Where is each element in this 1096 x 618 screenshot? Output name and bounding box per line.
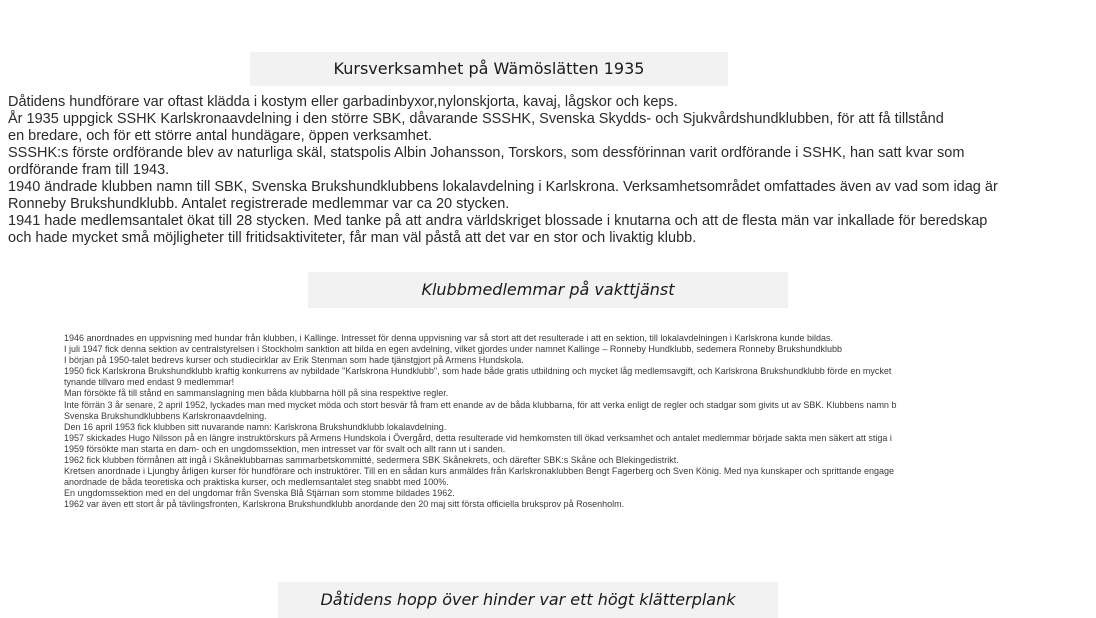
intro-text xyxy=(8,94,1096,247)
history-line: Man försökte få till stånd en sammanslagning men båda klubbarna höll på sina respektive regler. xyxy=(64,388,449,399)
history-line: 1962 var även ett stort år på tävlingsfronten, Karlskrona Brukshundklubb anordande den 20 maj sitt första officiella bruksprov på Rosenholm. xyxy=(64,499,625,510)
intro-line: 1940 ändrade klubben namn till SBK, Svenska Brukshundklubbens lokalavdelning i Karlskrona. Verksamhetsområdet omfattades även av vad som idag är xyxy=(8,179,998,195)
history-line: 1957 skickades Hugo Nilsson på en längre instruktörskurs på Armens Hundskola i Övergård, detta resulterade vid hemkomsten till ökad verksamhet och antalet medlemmar började sakta men säkert att stiga i xyxy=(64,432,892,443)
history-line: I juli 1947 fick denna sektion av centralstyrelsen i Stockholm sanktion att bilda en egen avdelning, vilket gjordes under namnet Kallinge – Ronneby Hundklubb, sedemera Ronneby Brukshundklubb xyxy=(64,344,842,355)
intro-line: och hade mycket små möjligheter till fritidsaktiviteter, får man väl påstå att det var en stor och livaktig klubb. xyxy=(8,230,697,246)
history-line: En ungdomssektion med en del ungdomar från Svenska Blå Stjärnan som stomme bildades 1962. xyxy=(64,488,455,499)
history-line: anordnade de båda teoretiska och praktiska kurser, och medlemsantalet steg snabbt med 100%. xyxy=(64,477,449,488)
caption-top: Kursverksamhet på Wämöslätten 1935 xyxy=(250,52,728,86)
history-line: 1946 anordnades en uppvisning med hundar från klubben, i Kallinge. Intresset för denna uppvisning var så stort att det resulterade i att en sektion, till lokalavdelningen i Karlskrona kunde bildas. xyxy=(64,333,833,343)
history-line: tynande tillvaro med endast 9 medlemmar! xyxy=(64,377,235,388)
history-text xyxy=(64,333,1096,511)
caption-bottom: Dåtidens hopp över hinder var ett högt klätterplank xyxy=(278,582,778,618)
intro-line: ordförande fram till 1943. xyxy=(8,162,170,178)
history-line: Den 16 april 1953 fick klubben sitt nuvarande namn: Karlskrona Brukshundklubb lokalavdelning. xyxy=(64,421,447,432)
caption-middle: Klubbmedlemmar på vakttjänst xyxy=(308,272,788,308)
history-line: I början på 1950-talet bedrevs kurser och studiecirklar av Erik Stenman som hade tjänstgjort på Armens Hundskola. xyxy=(64,355,524,366)
intro-line: Dåtidens hundförare var oftast klädda i kostym eller garbadinbyxor,nylonskjorta, kavaj, lågskor och keps. xyxy=(8,94,678,110)
intro-line: År 1935 uppgick SSHK Karlskronaavdelning i den större SBK, dåvarande SSSHK, Svenska Skydds- och Sjukvårdshundklubben, för att få tillstånd xyxy=(8,111,944,127)
history-line: Kretsen anordnade i Ljungby årligen kurser för hundförare och instruktörer. Till en en sådan kurs anmäldes från Karlskronaklubben Bengt Fagerberg och Sven König. Med nya kunskaper och sprittande engage xyxy=(64,466,894,477)
intro-line: 1941 hade medlemsantalet ökat till 28 stycken. Med tanke på att andra världskriget blossade i knutarna och att de flesta män var inkallade för beredskap xyxy=(8,213,988,229)
intro-line: SSSHK:s förste ordförande blev av naturliga skäl, statspolis Albin Johansson, Torskors, som dessförinnan varit ordförande i SSHK, han satt kvar som xyxy=(8,145,965,161)
intro-line: en bredare, och för ett större antal hundägare, öppen verksamhet. xyxy=(8,128,432,144)
history-line: Svenska Brukshundklubbens Karlskronaavdelning. xyxy=(64,410,267,421)
history-line: 1959 försökte man starta en dam- och en ungdomssektion, men intresset var för svalt och allt rann ut i sanden. xyxy=(64,443,506,454)
history-line: Inte förrän 3 år senare, 2 april 1952, lyckades man med mycket möda och stort besvär få fram ett enande av de båda klubbarna, för att verka enligt de regler och stadgar som givits ut av SBK. Klubbens namn b xyxy=(64,399,897,410)
history-line: 1950 fick Karlskrona Brukshundklubb kraftig konkurrens av nybildade "Karlskrona Hundklubb", som hade både gratis utbildning och mycket låg medlemsavgift, och Karlskrona Brukshundklubb förde en mycket xyxy=(64,366,892,377)
intro-line: Ronneby Brukshundklubb. Antalet registrerade medlemmar var ca 20 stycken. xyxy=(8,196,510,212)
history-line: 1962 fick klubben förmånen att ingå i Skåneklubbarnas sammarbetskommitté, sedermera SBK Skånekrets, och därefter SBK:s Skåne och Blekingedistrikt. xyxy=(64,455,679,466)
